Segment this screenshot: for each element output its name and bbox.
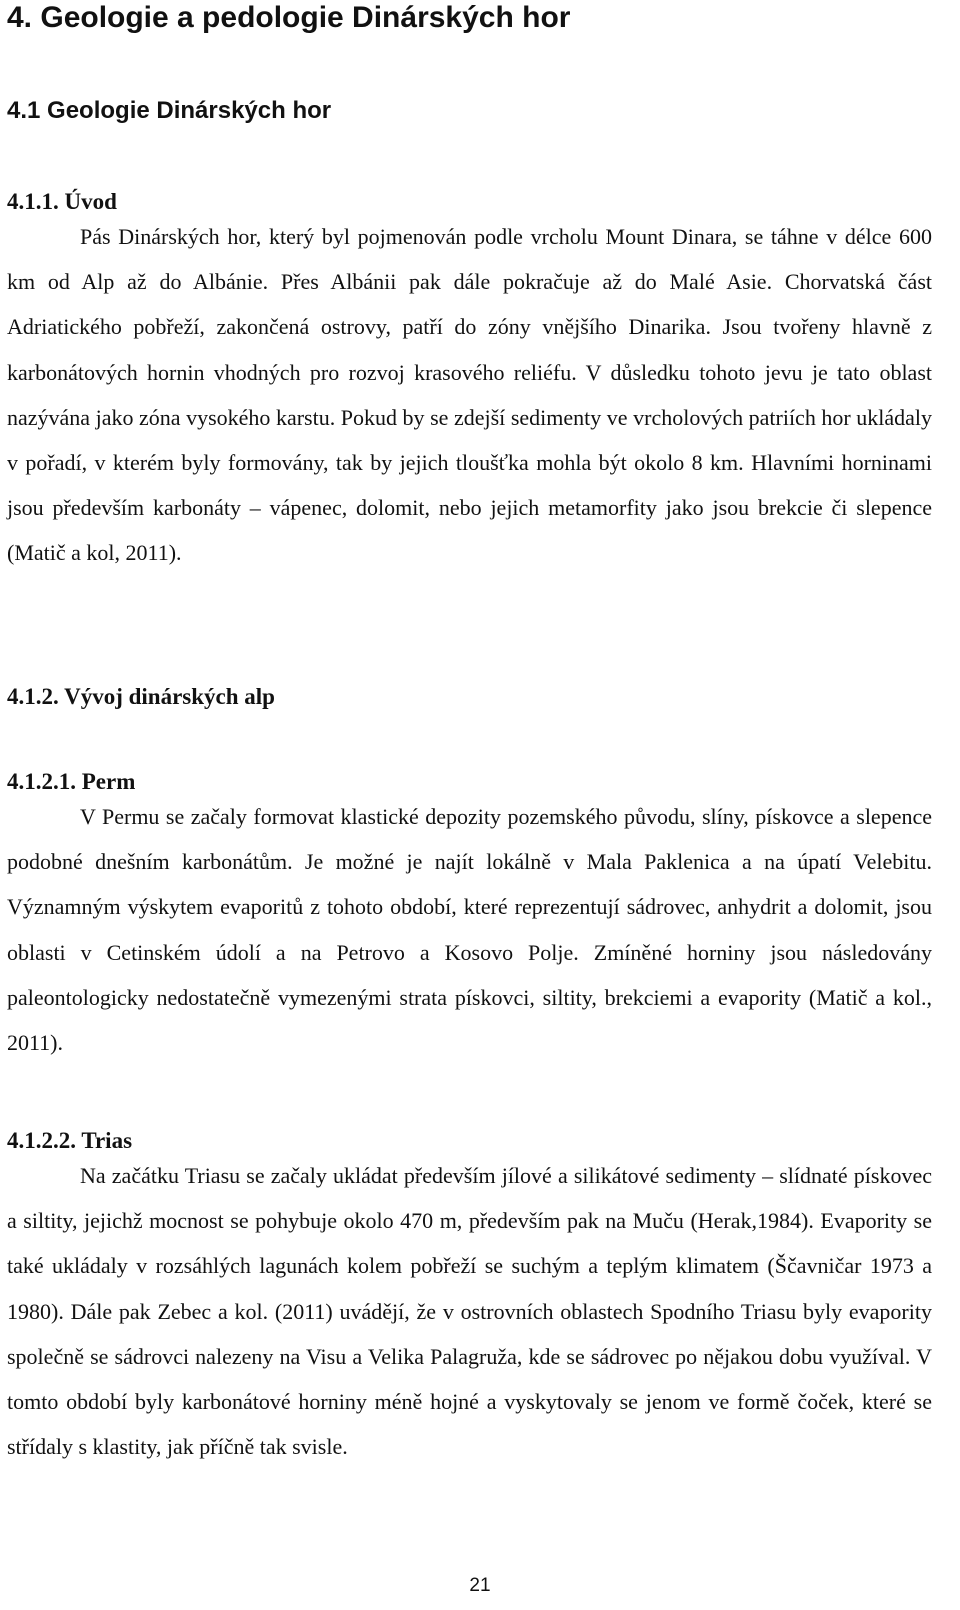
- subsection-heading-vyvoj: 4.1.2. Vývoj dinárských alp: [7, 684, 275, 709]
- chapter-heading: 4. Geologie a pedologie Dinárských hor: [7, 1, 571, 34]
- page-number: 21: [469, 1575, 491, 1596]
- subsection-heading-trias: 4.1.2.2. Trias: [7, 1128, 133, 1153]
- subsection-heading-uvod: 4.1.1. Úvod: [7, 189, 117, 214]
- paragraph-perm: V Permu se začaly formovat klastické depozity pozemského původu, slíny, pískovce a slepence podobné dnešním karbonátům. Je možné je najít lokálně v Mala Paklenica a na úpatí Velebitu. Významným výskytem evaporitů z tohoto období, které reprezentují sádrovec, anhydrit a dolomit, jsou oblasti v Cetinském údolí a na Petrovo a Kosovo Polje. Zmíněné horniny jsou následovány paleontologicky nedostatečně vymezenými strata pískovci, siltity, brekciemi a evapority (Matič a kol., 2011).: [7, 804, 932, 1056]
- paragraph-trias: Na začátku Triasu se začaly ukládat především jílové a silikátové sedimenty – slídnaté pískovec a siltity, jejichž mocnost se pohybuje okolo 470 m, především pak na Muču (Herak,1984). Evapority se také ukládaly v rozsáhlých lagunách kolem pobřeží se suchým a teplým klimatem (Ščavničar 1973 a 1980). Dále pak Zebec a kol. (2011) uvádějí, že v ostrovních oblastech Spodního Triasu byly evapority společně se sádrovci nalezeny na Visu a Velika Palagruža, kde se sádrovec po nějakou dobu využíval. V tomto období byly karbonátové horniny méně hojné a vyskytovaly se jenom ve formě čoček, které se střídaly s klastity, jak příčně tak svisle.: [7, 1163, 932, 1460]
- subsection-heading-perm: 4.1.2.1. Perm: [7, 769, 136, 794]
- section-heading: 4.1 Geologie Dinárských hor: [7, 97, 332, 124]
- paragraph-uvod: Pás Dinárských hor, který byl pojmenován podle vrcholu Mount Dinara, se táhne v délce 600 km od Alp až do Albánie. Přes Albánii pak dále pokračuje až do Malé Asie. Chorvatská část Adriatického pobřeží, zakončená ostrovy, patří do zóny vnějšího Dinarika. Jsou tvořeny hlavně z karbonátových hornin vhodných pro rozvoj krasového reliéfu. V důsledku tohoto jevu je tato oblast nazývána jako zóna vysokého karstu. Pokud by se zdejší sedimenty ve vrcholových patriích hor ukládaly v pořadí, v kterém byly formovány, tak by jejich tloušťka mohla být okolo 8 km. Hlavními horninami jsou především karbonáty – vápenec, dolomit, nebo jejich metamorfity jako jsou brekcie či slepence (Matič a kol, 2011).: [7, 224, 932, 566]
